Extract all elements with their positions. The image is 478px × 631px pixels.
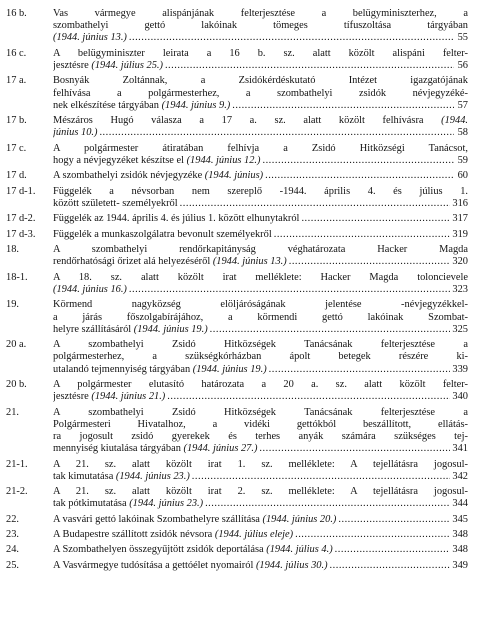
- leader-dots: [295, 529, 450, 541]
- entry-number: 17 b.: [6, 115, 27, 127]
- entry-page: 345: [452, 513, 468, 525]
- entry-text-line: Bosnyák Zoltánnak, a Zsidókérdéskutató Intézet igazgatójának: [53, 75, 468, 87]
- entry-text-last: hogy a névjegyzéket készítse el (1944. június 12.): [53, 154, 261, 166]
- toc-entry: [0, 75, 478, 112]
- entry-text-last: nek elkészítése tárgyában (1944. június 9.): [53, 99, 231, 111]
- entry-date: (1944. június 13.): [53, 32, 127, 44]
- leader-dots: [274, 229, 451, 241]
- entry-text-last: tak kimutatása (1944. június 23.): [53, 470, 190, 482]
- entry-page: 317: [452, 213, 468, 225]
- leader-dots: [265, 170, 454, 182]
- entry-number: 25.: [6, 559, 19, 571]
- leader-dots: [129, 284, 451, 296]
- entry-text-line: polgármesterhez, a szükségkórházban ápolt betegek részére ki-: [53, 351, 468, 363]
- toc-entry: [0, 407, 478, 456]
- toc-entry: [0, 529, 478, 541]
- toc-entry: [0, 213, 478, 225]
- leader-dots: [335, 544, 451, 556]
- entry-number: 21-1.: [6, 458, 28, 470]
- entry-number: 17 d-3.: [6, 228, 36, 240]
- entry-text-line: szombathelyi gettó lakóinak tömeges tífuszoltása tárgyában: [53, 20, 468, 32]
- leader-dots: [99, 127, 454, 139]
- entry-text-line: A 21. sz. alatt közölt irat 1. sz. melléklete: A tejellátásra jogosul-: [53, 458, 468, 470]
- leader-dots: [338, 514, 450, 526]
- entry-number: 20 a.: [6, 339, 27, 351]
- entry-page: 323: [452, 283, 468, 295]
- entry-number: 16 c.: [6, 47, 27, 59]
- entry-text-last: A Vasvármegye tudósítása a gettóélet nyomairól (1944. július 30.): [53, 559, 328, 571]
- entry-text-last: Függelék a munkaszolgálatra bevonult személyekről: [53, 228, 272, 240]
- entry-number: 21-2.: [6, 486, 28, 498]
- leader-dots: [180, 198, 451, 210]
- entry-page: 348: [452, 544, 468, 556]
- entry-text-last: mennyiség kiutalása tárgyában (1944. június 27.): [53, 443, 258, 455]
- entry-text-line: Mészáros Hugó válasza a 17 a. sz. alatt közölt felhívásra (1944.: [53, 115, 468, 127]
- entry-page: 325: [452, 323, 468, 335]
- entry-page: 320: [452, 256, 468, 268]
- toc-entry: [0, 229, 478, 241]
- entry-text-last: helyre szállításáról (1944. június 19.): [53, 323, 208, 335]
- toc-entry: [0, 186, 478, 210]
- entry-number: 21.: [6, 406, 19, 418]
- entry-number: 23.: [6, 529, 19, 541]
- toc-entry: [0, 514, 478, 526]
- entry-text-last: utalandó tejmennyiség tárgyában (1944. június 19.): [53, 363, 267, 375]
- leader-dots: [289, 256, 451, 268]
- leader-dots: [205, 498, 450, 510]
- entry-number: 19.: [6, 299, 19, 311]
- toc-entry: [0, 115, 478, 139]
- entry-number: 17 c.: [6, 142, 27, 154]
- entry-page: 340: [452, 391, 468, 403]
- entry-text-last: jesztésre (1944. június 21.): [53, 391, 166, 403]
- entry-date: június 10.): [53, 127, 98, 139]
- toc-entry: [0, 544, 478, 556]
- entry-page: 344: [452, 498, 468, 510]
- entry-page: 59: [457, 154, 468, 166]
- toc-entry: [0, 560, 478, 572]
- toc-entry: [0, 170, 478, 182]
- entry-text-last: között született- személyekről: [53, 197, 178, 209]
- toc-entry: [0, 48, 478, 72]
- entry-text-line: Körmend nagyközség elöljáróságának jelentése -névjegyzékkel-: [53, 299, 468, 311]
- entry-number: 17 d.: [6, 170, 27, 182]
- entry-page: 319: [452, 228, 468, 240]
- entry-text-line: Polgármesteri Hivatalhoz, a vidéki gettókból beszállított, ellátás-: [53, 418, 468, 430]
- entry-number: 16 b.: [6, 8, 27, 19]
- leader-dots: [301, 213, 450, 225]
- entry-number: 18-1.: [6, 271, 28, 283]
- entry-page: 316: [452, 197, 468, 209]
- leader-dots: [330, 560, 451, 572]
- entry-text-line: A szombathelyi Zsidó Hitközségek Tanácsának felterjesztése a: [53, 339, 468, 351]
- entry-number: 17 d-2.: [6, 213, 36, 225]
- entry-number: 24.: [6, 544, 19, 556]
- toc-entry: [0, 379, 478, 403]
- entry-text-line: A belügyminiszter leirata a 16 b. sz. alatt közölt alispáni felter-: [53, 47, 468, 59]
- leader-dots: [262, 155, 454, 167]
- entry-text-line: A szombathelyi Zsidó Hitközségek Tanácsának felterjesztése a: [53, 406, 468, 418]
- entry-number: 20 b.: [6, 378, 27, 390]
- entry-page: 339: [452, 363, 468, 375]
- entry-text-line: A 21. sz. alatt közölt irat 2. sz. melléklete: A tejellátásra jogosul-: [53, 486, 468, 498]
- entry-text-line: Vas vármegye alispánjának felterjesztése a belügyminiszterhez, a: [53, 8, 468, 19]
- leader-dots: [259, 443, 450, 455]
- entry-text-last: A vasvári gettó lakóinak Szombathelyre szállítása (1944. június 20.): [53, 513, 337, 525]
- entry-date: (1944. június 16.): [53, 283, 127, 295]
- entry-text-last: Függelék az 1944. április 4. és július 1. között elhunytakról: [53, 213, 300, 225]
- entry-page: 55: [457, 32, 468, 44]
- entry-page: 57: [457, 99, 468, 111]
- toc-entry: [0, 339, 478, 376]
- entry-page: 349: [452, 559, 468, 571]
- entry-text-line: A polgármester elutasító határozata a 20 a. sz. alatt közölt felter-: [53, 378, 468, 390]
- entry-page: 60: [457, 170, 468, 182]
- entry-page: 348: [452, 529, 468, 541]
- entry-text-line: a járás főszolgabírájához, a körmendi gettó lakóinak Szombat-: [53, 311, 468, 323]
- entry-text-line: A polgármester átiratában felhívja a Zsidó Hitközségi Tanácsot,: [53, 142, 468, 154]
- entry-text-last: A Szombathelyen összegyűjtött zsidók deportálása (1944. július 4.): [53, 544, 333, 556]
- leader-dots: [165, 60, 454, 72]
- entry-number: 18.: [6, 244, 19, 256]
- entry-text-line: A 18. sz. alatt közölt irat melléklete: Hacker Magda toloncievele: [53, 271, 468, 283]
- entry-text-last: tak pótkimutatása (1944. június 23.): [53, 498, 204, 510]
- leader-dots: [232, 100, 454, 112]
- entry-text-line: Függelék a névsorban nem szereplő -1944. április 4. és július 1.: [53, 185, 468, 197]
- entry-page: 58: [457, 127, 468, 139]
- entry-text-last: jesztésre (1944. július 25.): [53, 60, 163, 71]
- entry-number: 22.: [6, 513, 19, 525]
- toc-entry: [0, 244, 478, 268]
- toc-entry: [0, 272, 478, 296]
- leader-dots: [210, 324, 451, 336]
- entry-number: 17 a.: [6, 75, 27, 87]
- entry-text-line: A szombathelyi rendőrkapitányság véghatározata Hacker Magda: [53, 244, 468, 256]
- entry-text-line: felhívása a polgármesterhez, a szombathelyi zsidók névjegyzéké-: [53, 87, 468, 99]
- entry-page: 341: [452, 443, 468, 455]
- entry-number: 17 d-1.: [6, 185, 36, 197]
- toc-entry: [0, 299, 478, 336]
- entry-page: 342: [452, 470, 468, 482]
- toc-entry: [0, 459, 478, 483]
- entry-page: 56: [457, 60, 468, 71]
- entry-text-line: ra jogosult zsidó gyerekek és terhes anyák számára szükséges tej-: [53, 430, 468, 442]
- toc-entry: [0, 8, 478, 45]
- toc-entry: [0, 143, 478, 167]
- leader-dots: [269, 364, 451, 376]
- toc-entry: [0, 486, 478, 510]
- entry-text-last: A szombathelyi zsidók névjegyzéke (1944. június): [53, 170, 264, 182]
- entry-text-last: rendőrhatósági őrizet alá helyezéséről (1944. június 13.): [53, 256, 287, 268]
- leader-dots: [167, 391, 450, 403]
- leader-dots: [129, 32, 454, 44]
- leader-dots: [192, 471, 451, 483]
- entry-text-last: A Budapestre szállított zsidók névsora (1944. július eleje): [53, 529, 294, 541]
